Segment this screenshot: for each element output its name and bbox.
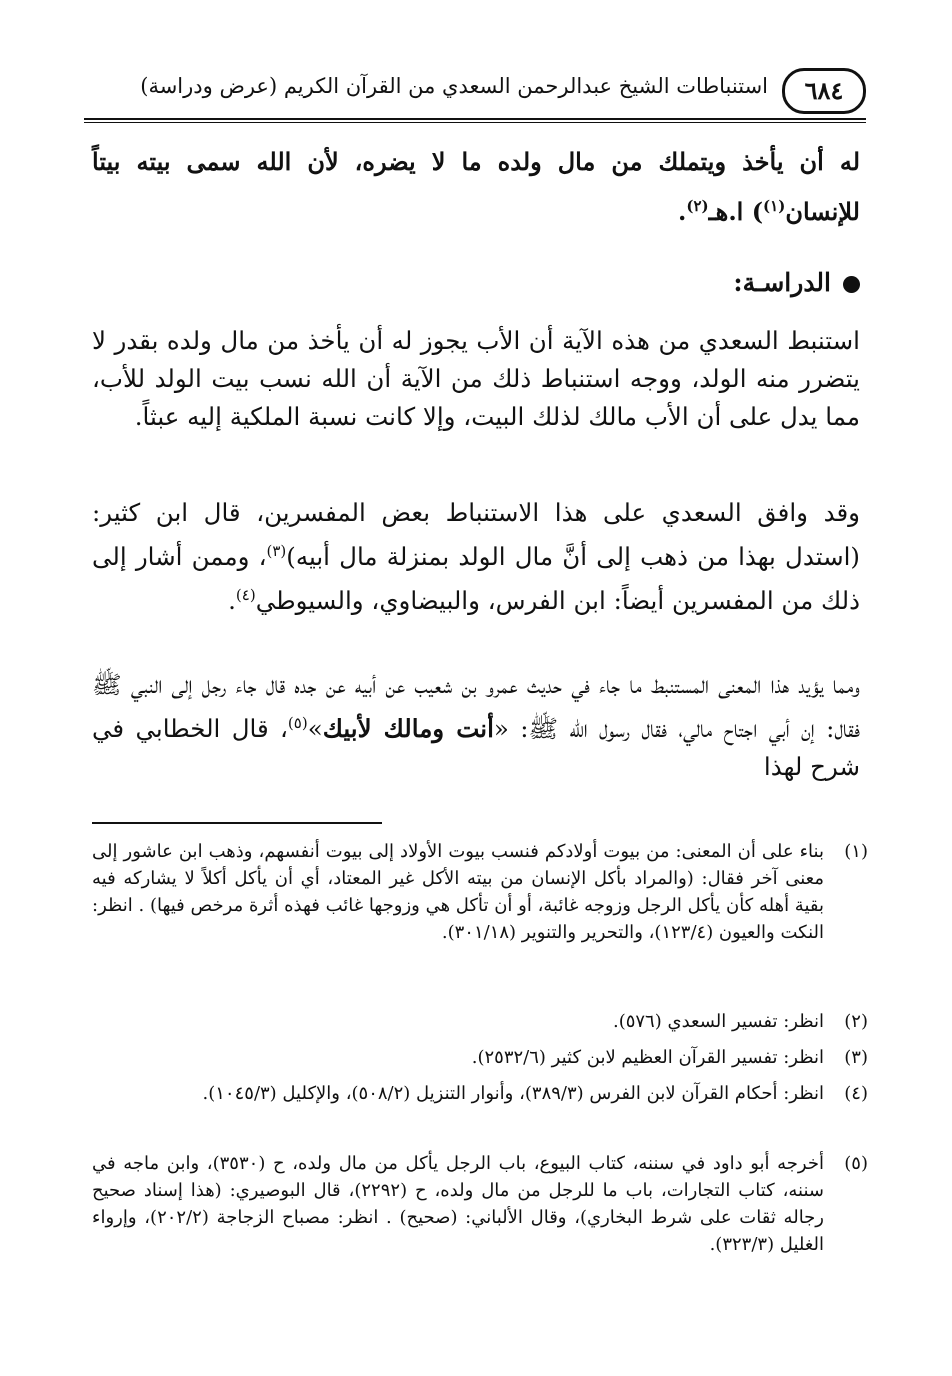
paragraph-2-text-c: . <box>228 586 236 616</box>
footnote-separator <box>92 822 382 824</box>
lead-end: . <box>677 197 687 226</box>
footnote-text: انظر: تفسير القرآن العظيم لابن كثير (٢٥٣٢/٦). <box>471 1047 824 1068</box>
hadith-quote: أنت ومالك لأبيك <box>322 714 494 744</box>
footnote-number: (٢) <box>844 1011 868 1032</box>
footnote-number: (٥) <box>844 1153 868 1174</box>
footnote-5 <box>92 1150 868 1258</box>
paragraph-3-text-b: » <box>307 714 323 744</box>
footnote-1 <box>92 838 868 946</box>
paragraph-2-text-a: وقد وافق السعدي على هذا الاستنباط بعض المفسرين، قال ابن كثير: (استدل بهذا من ذهب إلى أنَّ مال الولد بمنزلة مال أبيه) <box>92 498 860 572</box>
running-title: استنباطات الشيخ عبدالرحمن السعدي من القرآن الكريم (عرض ودراسة) <box>140 74 768 98</box>
paragraph-1: استنبط السعدي من هذه الآية أن الأب يجوز له أن يأخذ من مال ولده بقدر لا يتضرر منه الولد، ووجه استنباط ذلك من الآية أن الله نسب بيت الولد للأب، مما يدل على أن الأب مالك لذلك البيت، وإلا كانت نسبة الملكية إليه عبثاً. <box>92 326 860 431</box>
section-title: الدراسـة: <box>733 268 831 297</box>
footnote-ref-1[interactable]: (١) <box>763 197 786 215</box>
footnote-text: انظر: أحكام القرآن لابن الفرس (٣٨٩/٣)، وأنوار التنزيل (٥٠٨/٢)، والإكليل (١٠٤٥/٣). <box>202 1083 824 1104</box>
footnote-text: أخرجه أبو داود في سننه، كتاب البيوع، باب الرجل يأكل من مال ولده، ح (٣٥٣٠)، وابن ماجه في سننه، كتاب التجارات، باب ما للرجل من مال ولده، ح (٢٢٩٢)، قال البوصيري: (هذا إسناد صحيح رجاله ثقات على شرط البخاري)، وقال الألباني: (صحيح) . انظر: مصباح الزجاجة (٢٠٢/٢)، وإرواء الغليل (٣٢٣/٣). <box>92 1153 824 1255</box>
header-rule-thin <box>84 122 866 123</box>
footnote-2 <box>92 1008 868 1035</box>
footnote-ref-3[interactable]: (٣) <box>266 542 287 560</box>
paragraph-2-text-b: ، وممن أشار إلى ذلك من المفسرين أيضاً: ابن الفرس، والبيضاوي، والسيوطي <box>92 542 860 616</box>
footnote-number: (٣) <box>844 1047 868 1068</box>
bullet-icon <box>843 276 860 293</box>
footnote-number: (٤) <box>844 1083 868 1104</box>
page-number: ٦٨٤ <box>782 68 866 114</box>
footnote-3 <box>92 1044 868 1071</box>
running-header <box>84 68 866 112</box>
lead-mid: ) ا.هـ <box>708 197 764 226</box>
lead-paragraph <box>92 140 860 234</box>
lead-text: له أن يأخذ ويتملك من مال ولده ما لا يضره، لأن الله سمى بيته بيتاً للإنسان <box>92 147 860 226</box>
footnote-text: بناء على أن المعنى: من بيوت أولادكم فنسب بيوت الأولاد إلى بيوت أنفسهم، وذهب ابن عاشور إلى معنى آخر فقال: (والمراد بأكل الإنسان من بيته الأكل غير المعتاد، أي أن يأكل أكلاً لا يشاركه فيه بقية أهله كأن يأكل الرجل وزوجه غائبة، أو أن تأكل هي وزوجها غائب فهذه أثرة مرخص فيها) . انظر: النكت والعيون (١٢٣/٤)، والتحرير والتنوير (٣٠١/١٨). <box>92 841 824 943</box>
footnote-ref-4[interactable]: (٤) <box>235 586 256 605</box>
paragraph-3 <box>92 666 860 786</box>
paragraph-3-text-a: ومما يؤيد هذا المعنى المستنبط ما جاء في حديث عمرو بن شعيب عن أبيه عن جده قال جاء رجل إلى النبي ﷺ فقال: إن أبي اجتاح مالي، فقال رسول الله ﷺ: « <box>92 670 861 744</box>
header-rule-thick <box>84 118 866 120</box>
footnote-ref-2[interactable]: (٢) <box>686 197 709 215</box>
paragraph-2 <box>92 494 860 620</box>
footnote-number: (١) <box>844 841 868 862</box>
footnote-4 <box>92 1080 868 1107</box>
section-heading <box>733 268 860 297</box>
footnote-ref-5[interactable]: (٥) <box>287 714 308 732</box>
paragraph-3-text-c: ، قال الخطابي في شرح لهذا <box>92 714 860 782</box>
footnote-text: انظر: تفسير السعدي (٥٧٦). <box>612 1011 824 1032</box>
